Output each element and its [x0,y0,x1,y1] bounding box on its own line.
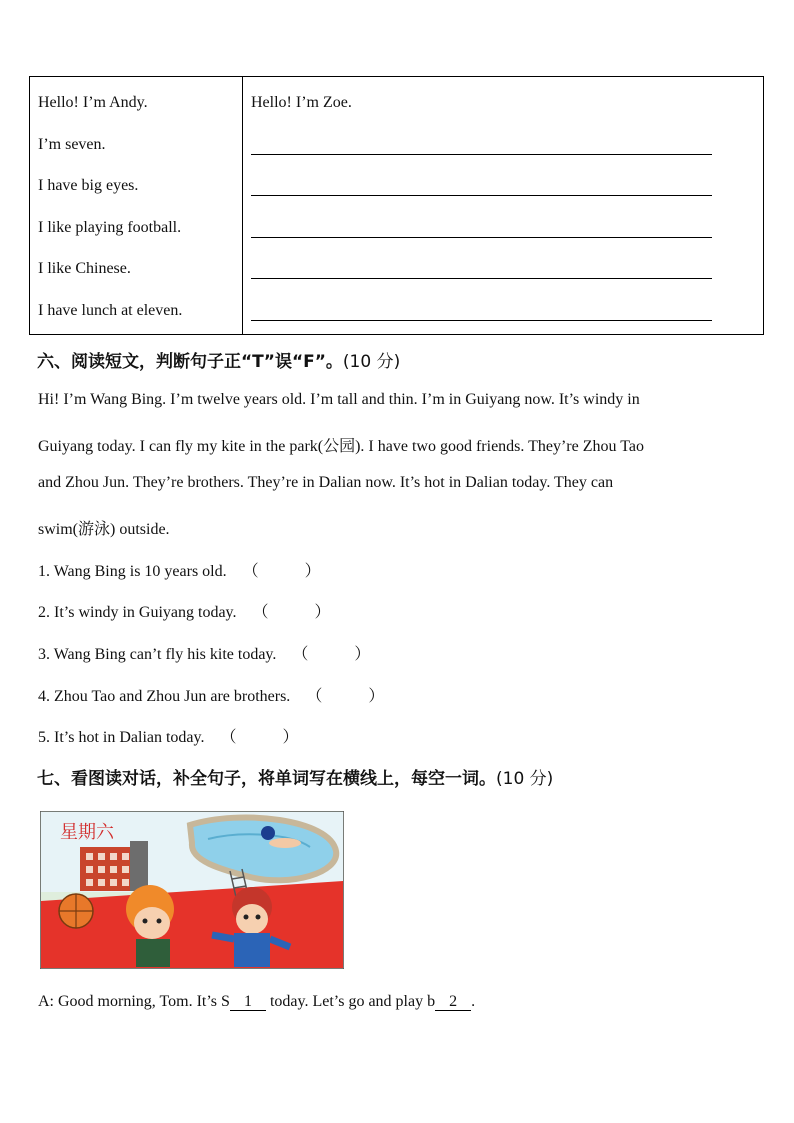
answer-paren-3[interactable]: （ ） [292,646,371,663]
dialog-part-1: A: Good morning, Tom. It’s S [38,993,230,1010]
blank-2[interactable]: 2 [435,994,471,1011]
andy-line-1: Hello! I’m Andy. [38,94,148,111]
passage-line-3: and Zhou Jun. They’re brothers. They’re in Dalian now. It’s hot in Dalian today. They can [38,474,614,491]
answer-paren-1[interactable]: （ ） [242,563,321,580]
andy-line-5: I like Chinese. [38,260,131,277]
question-2-text: 2. It’s windy in Guiyang today. [38,604,237,621]
answer-line-1[interactable] [251,154,712,155]
zoe-column [243,77,763,334]
section7-score: (10 分) [496,769,554,789]
answer-paren-2[interactable]: （ ） [252,604,331,621]
question-4-text: 4. Zhou Tao and Zhou Jun are brothers. [38,688,291,705]
passage-line-2: Guiyang today. I can fly my kite in the park(公园). I have two good friends. They’re Zhou Tao [38,438,644,455]
section6-score: (10 分) [342,352,401,372]
andy-line-3: I have big eyes. [38,177,139,194]
question-5 [38,724,299,747]
matching-table [29,76,764,335]
question-4 [38,683,384,706]
zoe-greeting: Hello! I’m Zoe. [251,94,352,111]
andy-column [30,77,243,334]
blank-1[interactable]: 1 [230,994,266,1011]
passage-line-4: swim(游泳) outside. [38,521,170,538]
saturday-sign: 星期六 [60,822,114,843]
question-1 [38,558,321,581]
section6-title: 六、阅读短文，判断句子正“T”误“F”。 [37,352,343,372]
dialog-line-a [38,993,475,1011]
dialog-part-3: . [471,993,476,1010]
answer-line-3[interactable] [251,237,712,238]
andy-line-6: I have lunch at eleven. [38,302,183,319]
answer-line-4[interactable] [251,278,712,279]
dialog-part-2: today. Let’s go and play b [265,993,436,1010]
question-3 [38,641,370,664]
answer-line-2[interactable] [251,195,712,196]
passage-line-1: Hi! I’m Wang Bing. I’m twelve years old. I’m tall and thin. I’m in Guiyang now. It’s windy in [38,391,640,408]
question-3-text: 3. Wang Bing can’t fly his kite today. [38,646,277,663]
andy-line-4: I like playing football. [38,219,182,236]
answer-paren-4[interactable]: （ ） [306,688,385,705]
answer-line-5[interactable] [251,320,712,321]
question-2 [38,599,331,622]
section6-heading [37,347,400,372]
answer-paren-5[interactable]: （ ） [220,729,299,746]
question-5-text: 5. It’s hot in Dalian today. [38,729,205,746]
andy-line-2: I’m seven. [38,136,106,153]
section7-title: 七、看图读对话，补全句子，将单词写在横线上，每空一词。 [37,769,496,789]
section7-heading [37,764,553,789]
question-1-text: 1. Wang Bing is 10 years old. [38,563,227,580]
